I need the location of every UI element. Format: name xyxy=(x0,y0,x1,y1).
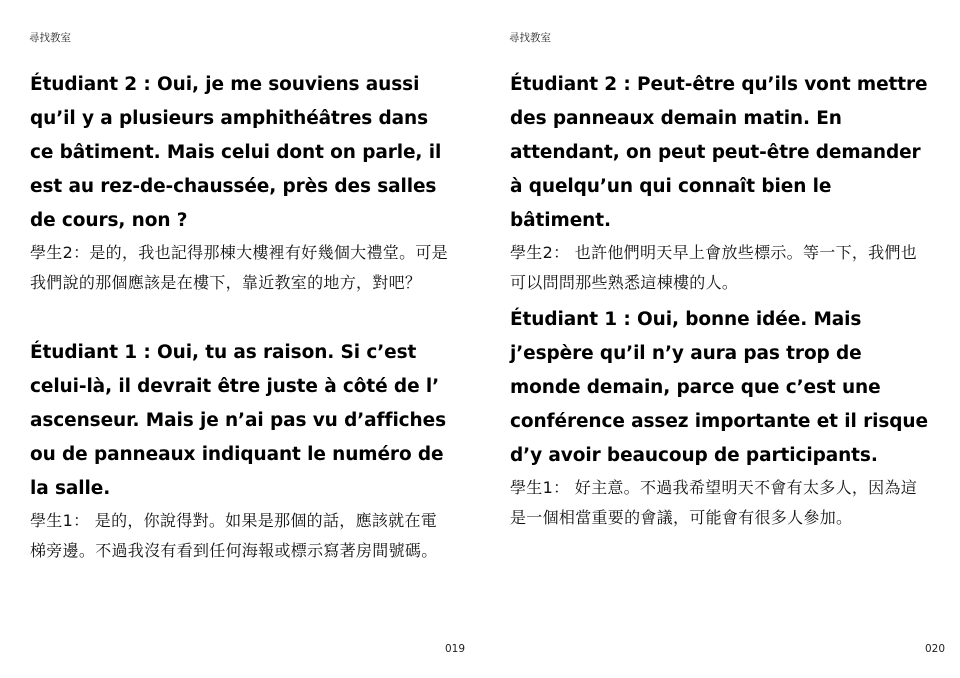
french-line: Étudiant 2 : Oui, je me souviens aussi qu’il y a plusieurs amphithéâtres dans ce bâtiment. Mais celui dont on parle, il est au rez-de-chaussée, près des salles de cours, non ? xyxy=(30,74,442,231)
chinese-translation: 學生2：是的，我也記得那棟大樓裡有好幾個大禮堂。可是我們說的那個應該是在樓下，靠近教室的地方，對吧？ xyxy=(30,243,448,292)
chinese-translation: 學生2： 也許他們明天早上會放些標示。等一下，我們也可以問問那些熟悉這棟樓的人。 xyxy=(510,243,918,292)
page-header: 尋找教室 xyxy=(509,32,551,44)
dialogue-entry xyxy=(30,336,450,566)
dialogue-entry xyxy=(510,303,930,533)
french-line: Étudiant 1 : Oui, bonne idée. Mais j’espère qu’il n’y aura pas trop de monde demain, parce que c’est une conférence assez importante et il risque d’y avoir beaucoup de participants. xyxy=(510,309,928,466)
right-page xyxy=(480,0,960,678)
chinese-translation: 學生1： 好主意。不過我希望明天不會有太多人，因為這是一個相當重要的會議，可能會有很多人參加。 xyxy=(510,478,918,527)
dialogue-entry xyxy=(510,68,930,298)
chinese-translation: 學生1： 是的，你說得對。如果是那個的話，應該就在電梯旁邊。不過我沒有看到任何海報或標示寫著房間號碼。 xyxy=(30,511,438,560)
french-line: Étudiant 2 : Peut-être qu’ils vont mettre des panneaux demain matin. En attendant, on peut peut-être demander à quelqu’un qui connaît bien le bâtiment. xyxy=(510,74,928,231)
french-line: Étudiant 1 : Oui, tu as raison. Si c’est celui-là, il devrait être juste à côté de l’ ascenseur. Mais je n’ai pas vu d’affiches ou de panneaux indiquant le numéro de la salle. xyxy=(30,342,446,499)
page-number: 019 xyxy=(445,643,466,655)
page-number: 020 xyxy=(925,643,946,655)
dialogue-entry xyxy=(30,68,450,298)
page-header: 尋找教室 xyxy=(29,32,71,44)
